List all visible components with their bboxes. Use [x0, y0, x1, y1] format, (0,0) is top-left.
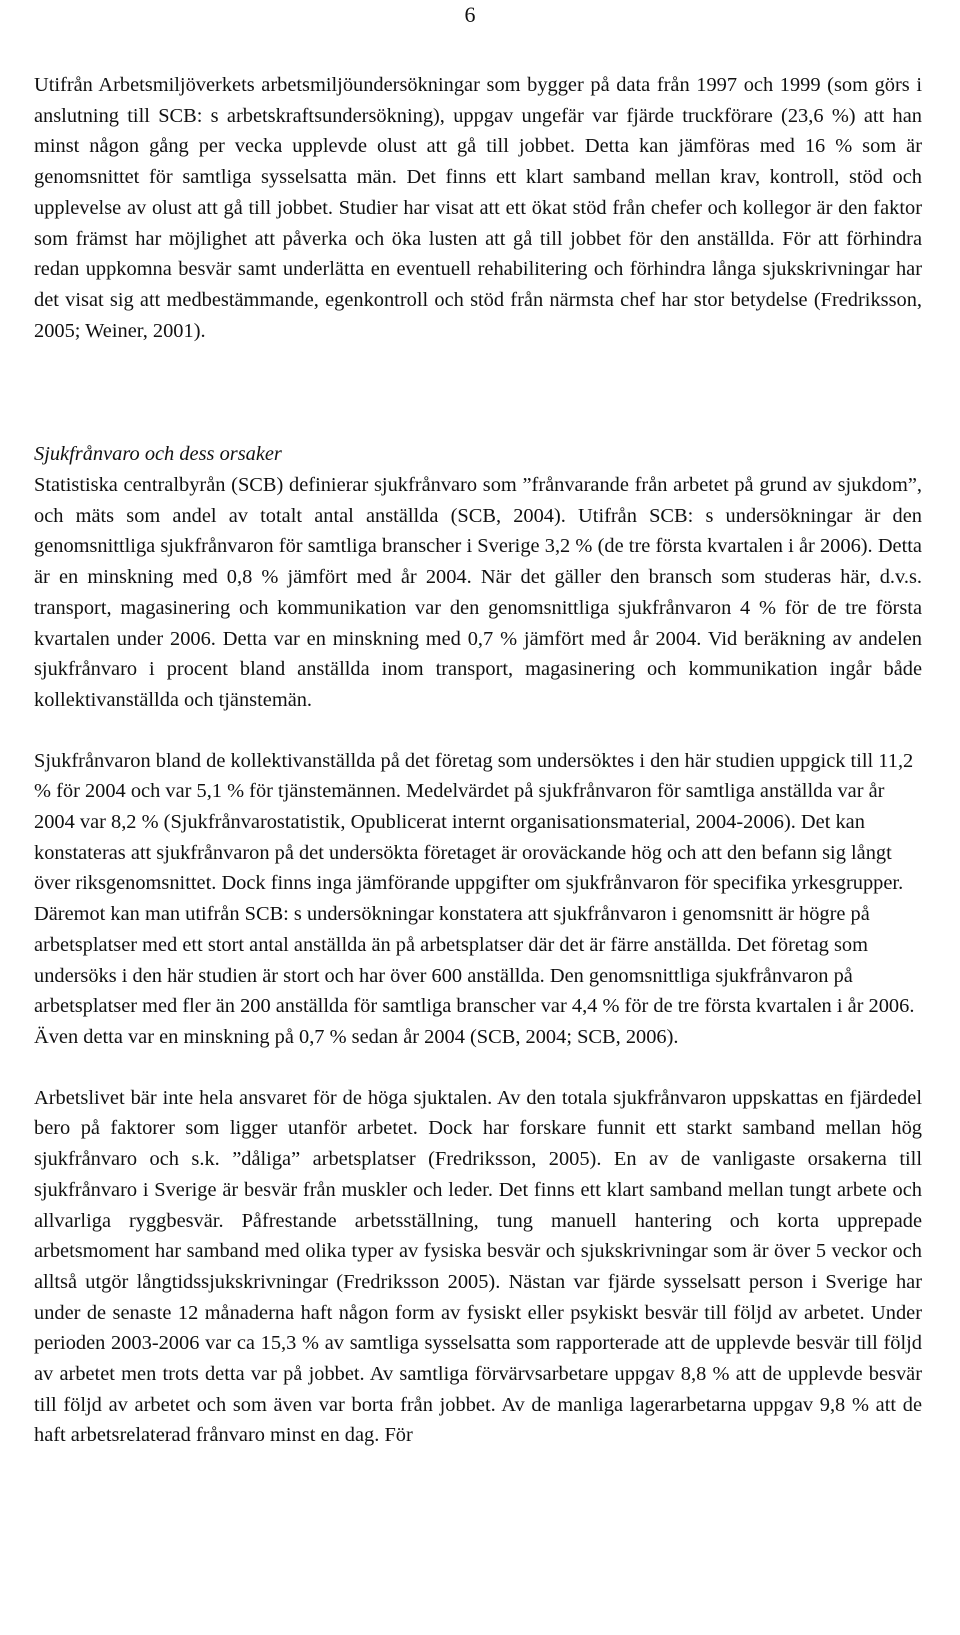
paragraph-company-sick-leave: Sjukfrånvaron bland de kollektivanställda på det företag som undersöktes i den här studien uppgick till 11,2 % för 2004 och var 5,1 % för tjänstemännen. Medelvärdet på sjukfrånvaron för samtliga anställda var år 2004 var 8,2 % (Sjukfrånvarostatistik, Opublicerat internt organisationsmaterial, 2004-2006). Det kan konstateras att sjukfrånvaron på det undersökta företaget är oroväckande hög och att den befann sig långt över riksgenomsnittet. Dock finns inga jämförande uppgifter om sjukfrånvaron för specifika yrkesgrupper. Däremot kan man utifrån SCB: s undersökningar konstatera att sjukfrånvaron i genomsnitt är högre på arbetsplatser med ett stort antal anställda än på arbetsplatser där det är färre anställda. Det företag som undersöks i den här studien är stort och har över 600 anställda. Den genomsnittliga sjukfrånvaron på arbetsplatser med fler än 200 anställda för samtliga branscher var 4,4 % för de tre första kvartalen i år 2006. Även detta var en minskning på 0,7 % sedan år 2004 (SCB, 2004; SCB, 2006). [34, 749, 915, 1048]
page-content [34, 70, 922, 1451]
paragraph-causes: Arbetslivet bär inte hela ansvaret för de höga sjuktalen. Av den totala sjukfrånvaron uppskattas en fjärdedel bero på faktorer som ligger utanför arbetet. Dock har forskare funnit ett starkt samband mellan hög sjukfrånvaro och s.k. ”dåliga” arbetsplatser (Fredriksson, 2005). En av de vanligaste orsakerna till sjukfrånvaro i Sverige är besvär från muskler och leder. Det finns ett klart samband mellan tungt arbete och allvarliga ryggbesvär. Påfrestande arbetsställning, tung manuell hantering och korta upprepade arbetsmoment har samband med olika typer av fysiska besvär och sjukskrivningar som är över 5 veckor och alltså utgör långtidssjukskrivningar (Fredriksson 2005). Nästan var fjärde sysselsatt person i Sverige har under de senaste 12 månaderna haft någon form av fysiskt eller psykiskt besvär till följd av arbetet. Under perioden 2003-2006 var ca 15,3 % av samtliga sysselsatta som rapporterade att de upplevde besvär till följd av arbetet men trots detta var på jobbet. Av samtliga förvärvsarbetare uppgav 8,8 % att de upplevde besvär till följd av arbetet och som även var borta från jobbet. Av de manliga lagerarbetarna uppgav 9,8 % att de haft arbetsrelaterad frånvaro minst en dag. För [34, 1086, 922, 1447]
paragraph-intro: Utifrån Arbetsmiljöverkets arbetsmiljöundersökningar som bygger på data från 1997 och 1999 (som görs i anslutning till SCB: s arbetskraftsundersökning), uppgav ungefär var fjärde truckförare (23,6 %) att han minst någon gång per vecka upplevde olust att gå till jobbet. Detta kan jämföras med 16 % som är genomsnittet för samtliga sysselsatta män. Det finns ett klart samband mellan krav, kontroll, stöd och upplevelse av olust att gå till jobbet. Studier har visat att ett ökat stöd från chefer och kollegor är den faktor som främst har möjlighet att påverka och öka lusten att gå till jobbet för den anställda. För att förhindra redan uppkomna besvär samt underlätta en eventuell rehabilitering och förhindra långa sjukskrivningar har det visat sig att medbestämmande, egenkontroll och stöd från närmsta chef har stor betydelse (Fredriksson, 2005; Weiner, 2001). [34, 74, 922, 342]
paragraph-sick-leave-definition: Statistiska centralbyrån (SCB) definierar sjukfrånvaro som ”frånvarande från arbetet på grund av sjukdom”, och mäts som andel av totalt antal anställda (SCB, 2004). Utifrån SCB: s undersökningar är den genomsnittliga sjukfrånvaron för samtliga branscher i Sverige 3,2 % (de tre första kvartalen i år 2006). Detta är en minskning med 0,8 % jämfört med år 2004. När det gäller den bransch som studeras här, d.v.s. transport, magasinering och kommunikation var den genomsnittliga sjukfrånvaron 4 % för de tre första kvartalen under 2006. Detta var en minskning med 0,7 % jämfört med år 2004. Vid beräkning av andelen sjukfrånvaro i procent bland anställda inom transport, magasinering och kommunikation ingår både kollektivanställda och tjänstemän. [34, 474, 922, 711]
page-number: 6 [464, 2, 476, 27]
section-heading: Sjukfrånvaro och dess orsaker [34, 443, 282, 466]
